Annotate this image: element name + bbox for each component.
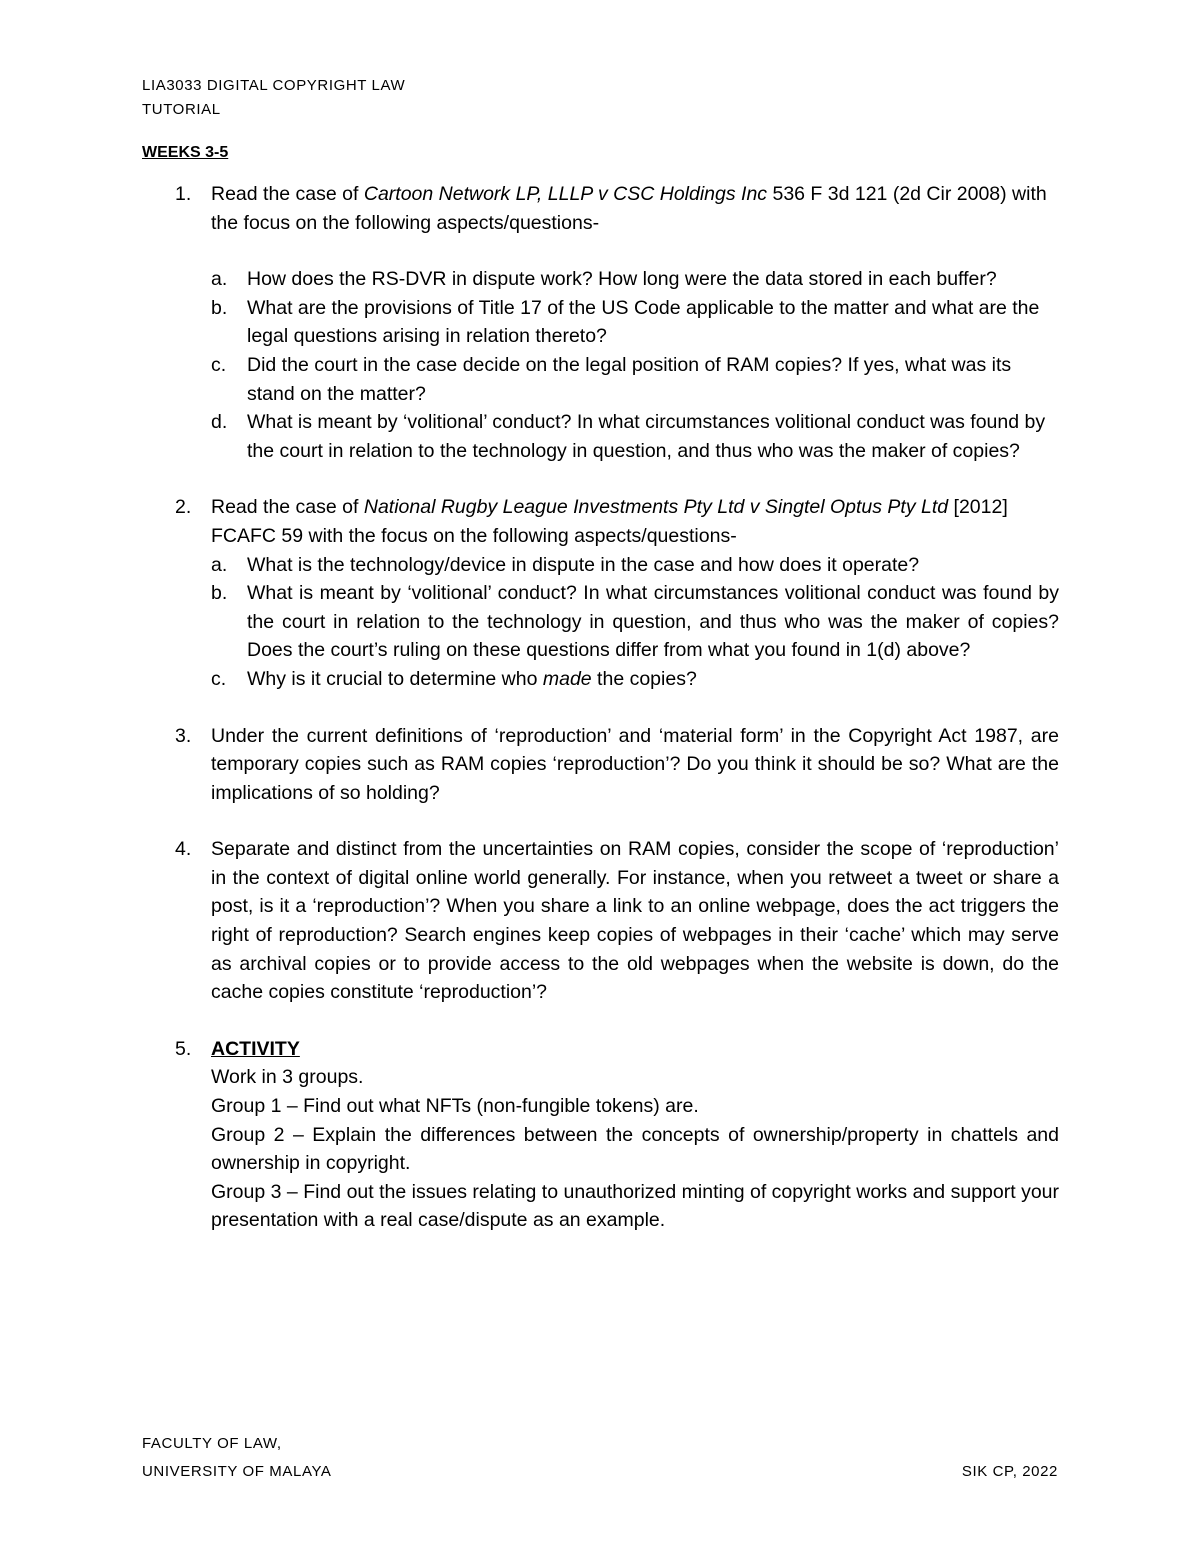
activity-line: Group 2 – Explain the differences between the concepts of ownership/property in chattels and ownership in copyright. <box>211 1123 1059 1175</box>
question-number: 2. <box>175 496 192 519</box>
case-name: National Rugby League Investments Pty Ltd v Singtel Optus Pty Ltd <box>363 496 949 519</box>
sub-text-pre: Why is it crucial to determine who <box>247 667 543 690</box>
sub-text: How does the RS-DVR in dispute work? How long were the data stored in each buffer? <box>247 268 997 291</box>
question-4 <box>175 835 1059 1007</box>
question-2-text <box>211 493 1059 550</box>
tutorial-questions <box>175 180 1059 1235</box>
sub-question <box>211 294 1059 351</box>
footer-left <box>142 1430 332 1486</box>
question-5 <box>175 1035 1059 1235</box>
sub-letter: d. <box>211 411 228 434</box>
footer-right: SIK CP, 2022 <box>961 1463 1058 1480</box>
question-3-text: Under the current definitions of ‘reproduction’ and ‘material form’ in the Copyright Act 1987, are temporary copies such as RAM copies ‘reproduction’? Do you think it should be so? What are the implications of so holding? <box>211 724 1059 804</box>
sub-text: Did the court in the case decide on the legal position of RAM copies? If yes, what was its stand on the matter? <box>247 353 1012 405</box>
sub-letter: a. <box>211 268 228 291</box>
question-2-post: [2012] FCAFC 59 with the focus on the following aspects/questions- <box>211 496 1008 547</box>
faculty-name: FACULTY OF LAW, <box>142 1435 282 1452</box>
weeks-heading: WEEKS 3-5 <box>142 144 229 161</box>
question-number: 4. <box>175 838 192 861</box>
question-4-text: Separate and distinct from the uncertainties on RAM copies, consider the scope of ‘reproduction’ in the context of digital online world generally. For instance, when you retweet a tweet or share a post, is it a ‘reproduction’? When you share a link to an online webpage, does the act triggers the right of reproduction? Search engines keep copies of webpages in their ‘cache’ which may serve as archival copies or to provide access to the old webpages when the website is down, do the cache copies constitute ‘reproduction’? <box>211 838 1059 1004</box>
university-name: UNIVERSITY OF MALAYA <box>142 1463 332 1480</box>
question-2 <box>175 493 1059 693</box>
activity-line: Work in 3 groups. <box>211 1066 364 1089</box>
document-type: TUTORIAL <box>142 101 221 118</box>
sub-letter: b. <box>211 582 228 605</box>
case-name: Cartoon Network LP, LLLP v CSC Holdings Inc <box>363 183 768 205</box>
course-title: LIA3033 DIGITAL COPYRIGHT LAW <box>142 77 406 94</box>
sub-text <box>247 665 1059 694</box>
question-number: 5. <box>175 1037 192 1060</box>
sub-letter: b. <box>211 296 228 319</box>
sub-text: What is meant by ‘volitional’ conduct? In what circumstances volitional conduct was found by the court in relation to the technology in question, and thus who was the maker of copies? Does the court’s ruling on these questions differ from what you found in 1(d) above? <box>247 582 1059 662</box>
sub-question <box>211 265 1059 294</box>
question-1-text <box>211 180 1059 237</box>
emphasis-word: made <box>542 667 592 690</box>
sub-text: What is meant by ‘volitional’ conduct? In what circumstances volitional conduct was found by the court in relation to the technology in question, and thus who was the maker of copies? <box>247 411 1046 462</box>
sub-letter: c. <box>211 353 227 376</box>
activity-title: ACTIVITY <box>211 1037 300 1060</box>
sub-question <box>211 579 1059 665</box>
sub-text: What are the provisions of Title 17 of the US Code applicable to the matter and what are the legal questions arising in relation thereto? <box>247 296 1040 348</box>
question-1-pre: Read the case of <box>211 183 364 205</box>
sub-text-post: the copies? <box>591 667 697 690</box>
sub-question <box>211 665 1059 694</box>
activity-line: Group 1 – Find out what NFTs (non-fungible tokens) are. <box>211 1095 699 1118</box>
sub-question <box>211 408 1059 465</box>
activity-line: Group 3 – Find out the issues relating to unauthorized minting of copyright works and support your presentation with a real case/dispute as an example. <box>211 1180 1059 1232</box>
sub-question <box>211 551 1059 580</box>
question-2-pre: Read the case of <box>211 496 364 519</box>
sub-letter: c. <box>211 667 227 690</box>
sub-text: What is the technology/device in dispute in the case and how does it operate? <box>247 553 920 576</box>
document-header <box>142 74 405 122</box>
question-number: 1. <box>175 183 192 205</box>
question-3 <box>175 722 1059 808</box>
question-1-post: 536 F 3d 121 (2d Cir 2008) with the focus on the following aspects/questions- <box>211 183 1047 234</box>
question-number: 3. <box>175 724 192 747</box>
sub-question <box>211 351 1059 408</box>
sub-letter: a. <box>211 553 228 576</box>
question-1 <box>175 180 1059 465</box>
